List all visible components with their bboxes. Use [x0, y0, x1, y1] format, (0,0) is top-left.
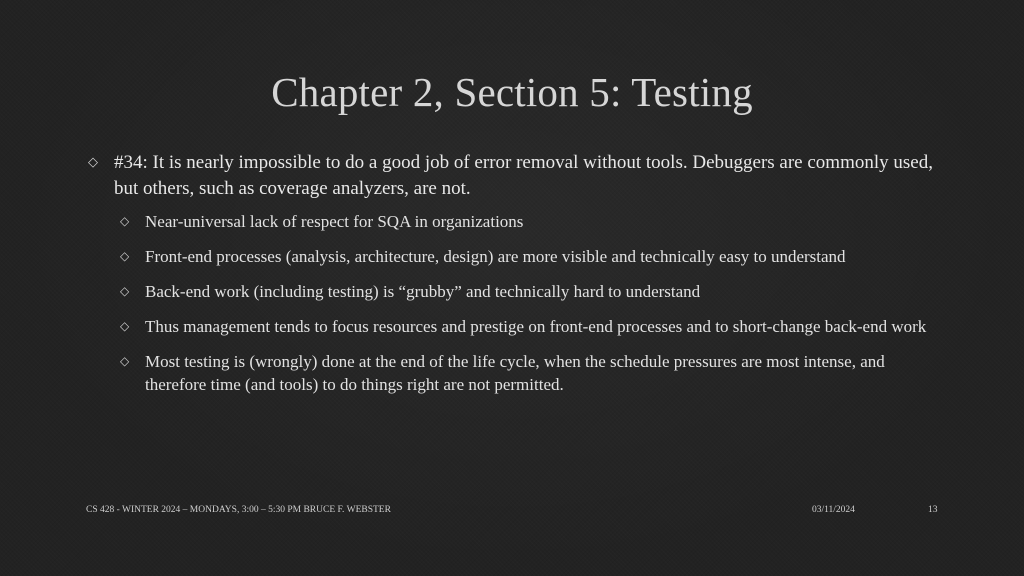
sub-bullet [120, 350, 938, 396]
diamond-bullet-icon: ◇ [120, 284, 130, 298]
sub-bullet-text: Back-end work (including testing) is “grubby” and technically hard to understand [145, 282, 701, 301]
sub-bullet [120, 315, 938, 338]
diamond-bullet-icon: ◇ [88, 155, 98, 170]
diamond-bullet-icon: ◇ [120, 249, 130, 263]
sub-bullet-text: Most testing is (wrongly) done at the end of the life cycle, when the schedule pressures are most intense, and therefore time (and tools) to do things right are not permitted. [145, 352, 885, 394]
sub-bullet [120, 210, 938, 233]
bullet-main [88, 150, 938, 202]
footer-date: 03/11/2024 [812, 505, 855, 515]
slide-content [88, 150, 938, 408]
slide-number: 13 [928, 505, 938, 515]
footer-course-info: CS 428 - WINTER 2024 – MONDAYS, 3:00 – 5:30 PM BRUCE F. WEBSTER [86, 505, 391, 515]
sub-bullet-text: Near-universal lack of respect for SQA in organizations [145, 212, 524, 231]
sub-bullet-text: Thus management tends to focus resources and prestige on front-end processes and to short-change back-end work [145, 317, 927, 336]
slide-title: Chapter 2, Section 5: Testing [271, 69, 753, 115]
diamond-bullet-icon: ◇ [120, 354, 130, 368]
diamond-bullet-icon: ◇ [120, 214, 130, 228]
sub-bullet [120, 245, 938, 268]
sub-bullet-text: Front-end processes (analysis, architecture, design) are more visible and technically easy to understand [145, 247, 846, 266]
sub-bullet [120, 280, 938, 303]
bullet-main-text: #34: It is nearly impossible to do a good job of error removal without tools. Debuggers are commonly used, but others, such as coverage analyzers, are not. [114, 152, 933, 199]
diamond-bullet-icon: ◇ [120, 319, 130, 333]
